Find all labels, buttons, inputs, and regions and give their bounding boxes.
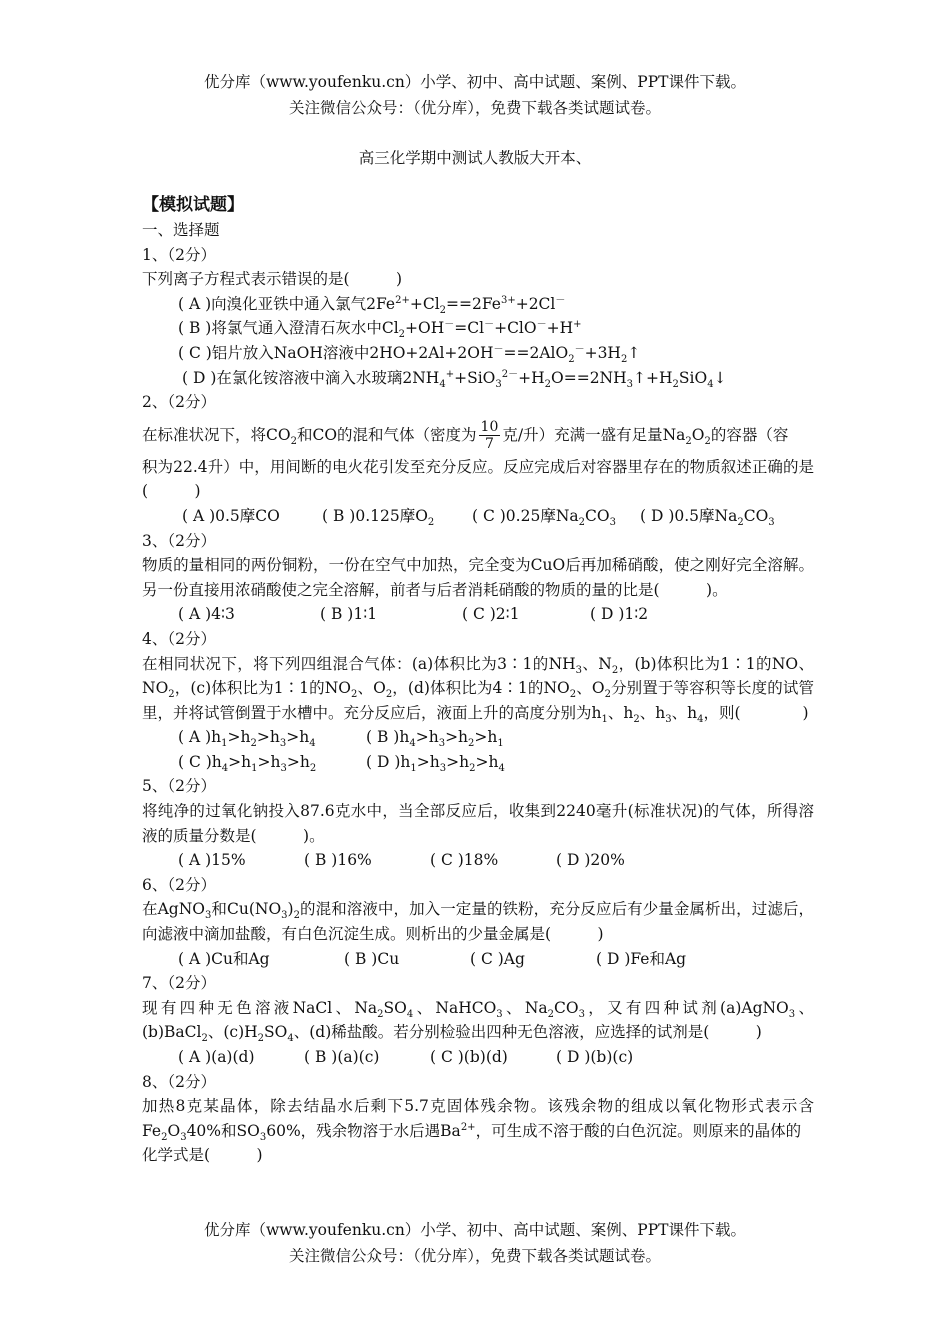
part-title: 一、选择题 bbox=[142, 221, 220, 239]
q3-head: 3、（2分） bbox=[142, 531, 216, 550]
q1-stem: 下列离子方程式表示错误的是( ) bbox=[142, 270, 403, 289]
q2-option-b: ( B )0.125摩$O_2$ bbox=[322, 506, 435, 529]
q4-option-c: ( C )$h_4>h_1>h_3>h_2$ bbox=[178, 752, 317, 774]
q5-stem: 将纯净的过氧化钠投入87.6克水中，当全部反应后，收集到2240毫升(标准状况)的气体，所得溶液的质量分数是( )。 bbox=[142, 802, 814, 845]
q5-head: 5、（2分） bbox=[142, 777, 216, 796]
question-list bbox=[142, 192, 814, 1168]
q1-option-a: ( A )向溴化亚铁中通入氯气$2Fe^{2+}+Cl_2==2Fe^{3+}+2Cl^-$ bbox=[178, 294, 566, 316]
q7-stem: 现有四种无色溶液NaCl、$Na_2SO_4$、NaHCO$_3$、$Na_2CO_3$，又有四种试剂(a)AgNO$_3$、(b)BaCl$_2$、$(c)H_2SO_4$、(d)稀盐酸。若分别检验出四种无色溶液，应选择的试剂是( ) bbox=[142, 998, 814, 1045]
q5-option-c: ( C )18% bbox=[430, 851, 499, 870]
q7-option-a: ( A )(a)(d) bbox=[178, 1048, 255, 1066]
q2-option-a: ( A )0.5摩CO bbox=[182, 506, 280, 525]
q3-option-b: ( B )1∶1 bbox=[320, 605, 378, 624]
q5-option-d: ( D )20% bbox=[556, 851, 625, 870]
doc-title: 高三化学期中测试人教版大开本、 bbox=[358, 149, 592, 167]
footer-line-1: 优分库（www.youfenku.cn）小学、初中、高中试题、案例、PPT课件下载。 bbox=[203, 1221, 747, 1239]
q6-option-a: ( A )Cu和Ag bbox=[178, 949, 270, 968]
q5-option-a: ( A )15% bbox=[178, 851, 246, 870]
q8-head: 8、（2分） bbox=[142, 1072, 216, 1091]
q5-option-b: ( B )16% bbox=[304, 851, 372, 870]
q3-options bbox=[142, 602, 814, 627]
q6-stem: 在AgNO$_3$和$Cu(NO_3)_2$的混和溶液中，加入一定量的铁粉，充分反应后有少量金属析出，过滤后，向滤液中滴加盐酸，有白色沉淀生成。则析出的少量金属是( ) bbox=[142, 900, 814, 944]
q1-option-b: ( B )将氯气通入澄清石灰水中$Cl_2+OH^-=Cl^-+ClO^-+H^+$ bbox=[178, 319, 582, 341]
q2-option-c: ( C )0.25摩$Na_2CO_3$ bbox=[472, 506, 616, 529]
q1-option-c: ( C )铝片放入NaOH溶液中$2HO+2Al+2OH^-==2AlO_2^-+3H_2↑$ bbox=[178, 343, 641, 366]
q2-stem-line-1: 在标准状况下，将$CO_2$和CO的混和气体（密度为 $\frac{10}{7}$ 克/升）充满一盛有足量$Na_2O_2$的容器（容 bbox=[142, 419, 789, 453]
density-fraction: $\frac{10}{7}$ bbox=[480, 419, 499, 453]
q7-head: 7、（2分） bbox=[142, 974, 216, 993]
q6-option-b: ( B )Cu bbox=[344, 949, 400, 968]
q8-stem: 加热8克某晶体，除去结晶水后剩下5.7克固体残余物。该残余物的组成以氧化物形式表示含$Fe_2O_340\%$和$SO_360\%$，残余物溶于水后遇$Ba^{2+}$，可生成不溶于酸的白色沉淀。则原来的晶体的 bbox=[142, 1097, 814, 1143]
q1-option-d: ( D )在氯化铵溶液中滴入水玻璃$2NH_4^++SiO_3^{2-}+H_2O==2NH_3↑+H_2SiO_4↓$ bbox=[182, 368, 727, 390]
q2-option-d: ( D )0.5摩$Na_2CO_3$ bbox=[640, 506, 775, 529]
q3-stem: 物质的量相同的两份铜粉，一份在空气中加热，完全变为CuO后再加稀硝酸，使之刚好完全溶解。另一份直接用浓硝酸使之完全溶解，前者与后者消耗硝酸的物质的量的比是( )。 bbox=[142, 556, 814, 599]
q4-options-row-1 bbox=[142, 725, 814, 750]
q7-option-b: ( B )(a)(c) bbox=[304, 1048, 380, 1066]
q4-head: 4、（2分） bbox=[142, 629, 216, 648]
q7-option-d: ( D )(b)(c) bbox=[556, 1048, 634, 1066]
q2-options bbox=[142, 504, 814, 529]
q3-option-c: ( C )2∶1 bbox=[462, 605, 520, 624]
header-line-1: 优分库（www.youfenku.cn）小学、初中、高中试题、案例、PPT课件下载。 bbox=[203, 73, 747, 91]
q8-stem-end: 化学式是( ) bbox=[142, 1146, 263, 1165]
q4-option-b: ( B )$h_4>h_3>h_2>h_1$ bbox=[366, 728, 504, 750]
q6-option-c: ( C )Ag bbox=[470, 949, 525, 968]
q2-head: 2、（2分） bbox=[142, 393, 216, 412]
header-line-2: 关注微信公众号：（优分库），免费下载各类试题试卷。 bbox=[288, 99, 661, 117]
q5-options bbox=[142, 848, 814, 873]
q1-head: 1、（2分） bbox=[142, 245, 216, 264]
section-title: 【模拟试题】 bbox=[142, 195, 244, 215]
q7-options bbox=[142, 1045, 814, 1070]
footer-line-2: 关注微信公众号：（优分库），免费下载各类试题试卷。 bbox=[288, 1247, 661, 1265]
q6-options bbox=[142, 947, 814, 972]
q4-option-d: ( D )$h_1>h_3>h_2>h_4$ bbox=[366, 752, 505, 774]
q4-stem: 在相同状况下，将下列四组混合气体：(a)体积比为3∶1的$NH_3$、$N_2$，(b)体积比为1∶1的NO、$NO_2$，(c)体积比为1∶1的$NO_2$、$O_2$，(d)体积比为4∶1的$NO_2$、$O_2$分别置于等容积等长度的试管里，并将试管倒置于水槽中。充分反应后，液面上升的高度分别为$h_1$、$h_2$、$h_3$、$h_4$，则( ) bbox=[142, 654, 814, 725]
q3-option-a: ( A )4∶3 bbox=[178, 605, 235, 624]
q6-option-d: ( D )Fe和Ag bbox=[596, 949, 687, 968]
q2-stem-line-2: 积为22.4升）中，用间断的电火花引发至充分反应。反应完成后对容器里存在的物质叙述正确的是( ) bbox=[142, 457, 814, 501]
q4-option-a: ( A )$h_1>h_2>h_3>h_4$ bbox=[178, 728, 316, 750]
q3-option-d: ( D )1∶2 bbox=[590, 605, 649, 624]
q7-option-c: ( C )(b)(d) bbox=[430, 1048, 508, 1066]
q4-options-row-2 bbox=[142, 750, 814, 775]
q6-head: 6、（2分） bbox=[142, 875, 216, 894]
